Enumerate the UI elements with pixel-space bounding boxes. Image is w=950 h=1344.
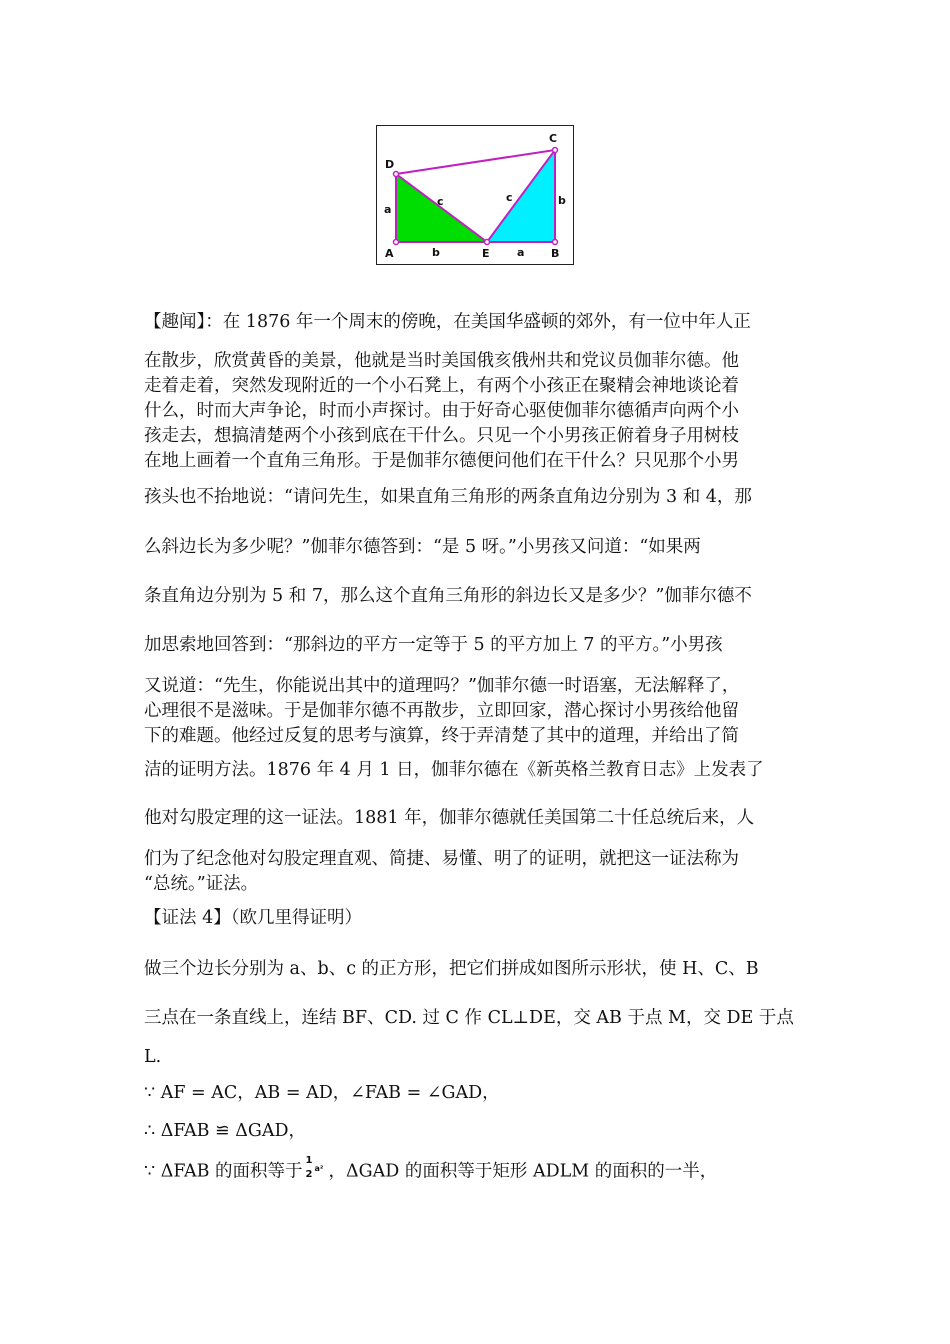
proof-line: ∴ ΔFAB ≌ ΔGAD， [144,1121,307,1141]
fraction-denominator: 2 [305,1169,313,1180]
right-triangle [487,150,555,242]
text-line: “总统。”证法。 [144,874,259,894]
top-edge [396,150,555,174]
text-line: 心理很不是滋味。于是伽菲尔德不再散步，立即回家，潜心探讨小男孩给他留 [144,701,739,721]
trapezoid-diagram [377,126,575,266]
side-a-bottom: a [517,246,525,259]
text-line: 洁的证明方法。1876 年 4 月 1 日，伽菲尔德在《新英格兰教育日志》上发表了 [144,760,764,780]
fraction-half-a-squared [303,1155,329,1186]
text-line: 三点在一条直线上，连结 BF、CD. 过 C 作 CL⊥DE，交 AB 于点 M，交 DE 于点 [144,1008,794,1028]
fraction-numerator: 1 [305,1155,313,1166]
label-c: C [549,132,558,145]
side-c-left: c [437,195,444,208]
text-line: 加思索地回答到：“那斜边的平方一定等于 5 的平方加上 7 的平方。”小男孩 [144,635,723,655]
label-e: E [482,247,490,260]
text-line: 做三个边长分别为 a、b、c 的正方形，把它们拼成如图所示形状，使 H、C、B [144,959,759,979]
text-line: L. [144,1047,162,1067]
vertex-e [485,240,490,245]
area-text-before: ∵ ΔFAB 的面积等于 [144,1161,303,1182]
side-b-right: b [558,194,566,207]
fraction-expr: a² [314,1164,324,1173]
area-text-after: ，ΔGAD 的面积等于矩形 ADLM 的面积的一半， [328,1161,718,1182]
label-a: A [385,247,394,260]
text-line: 孩头也不抬地说：“请问先生，如果直角三角形的两条直角边分别为 3 和 4，那 [144,487,752,507]
text-line: 么斜边长为多少呢？”伽菲尔德答到：“是 5 呀。”小男孩又问道：“如果两 [144,537,701,557]
text-line: 走着走着，突然发现附近的一个小石凳上，有两个小孩正在聚精会神地谈论着 [144,376,739,396]
text-line: 在地上画着一个直角三角形。于是伽菲尔德便问他们在干什么？只见那个小男 [144,451,739,471]
vertex-c [553,148,558,153]
text-line: 条直角边分别为 5 和 7，那么这个直角三角形的斜边长又是多少？”伽菲尔德不 [144,586,752,606]
text-line: 【趣闻】：在 1876 年一个周末的傍晚，在美国华盛顿的郊外，有一位中年人正 [144,312,751,332]
left-triangle [396,174,487,242]
text-line: 又说道：“先生，你能说出其中的道理吗？”伽菲尔德一时语塞，无法解释了， [144,676,740,696]
text-line: 他对勾股定理的这一证法。1881 年，伽菲尔德就任美国第二十任总统后来，人 [144,808,755,828]
text-line: 孩走去，想搞清楚两个小孩到底在干什么。只见一个小男孩正俯着身子用树枝 [144,426,739,446]
label-b: B [551,247,560,260]
label-d: D [385,158,395,171]
proof-line-area [144,1155,718,1186]
trapezoid-figure [376,125,574,265]
vertex-d [394,172,399,177]
section-heading: 【证法 4】（欧几里得证明） [144,908,362,928]
side-a-left: a [384,203,392,216]
proof-line: ∵ AF = AC，AB = AD，∠FAB = ∠GAD， [144,1083,500,1103]
side-b-bottom: b [432,246,440,259]
text-line: 们为了纪念他对勾股定理直观、简捷、易懂、明了的证明，就把这一证法称为 [144,849,739,869]
side-c-right: c [506,191,513,204]
vertex-a [394,240,399,245]
vertex-b [553,240,558,245]
text-line: 什么，时而大声争论，时而小声探讨。由于好奇心驱使伽菲尔德循声向两个小 [144,401,739,421]
text-line: 下的难题。他经过反复的思考与演算，终于弄清楚了其中的道理，并给出了简 [144,726,739,746]
text-line: 在散步，欣赏黄昏的美景，他就是当时美国俄亥俄州共和党议员伽菲尔德。他 [144,351,739,371]
